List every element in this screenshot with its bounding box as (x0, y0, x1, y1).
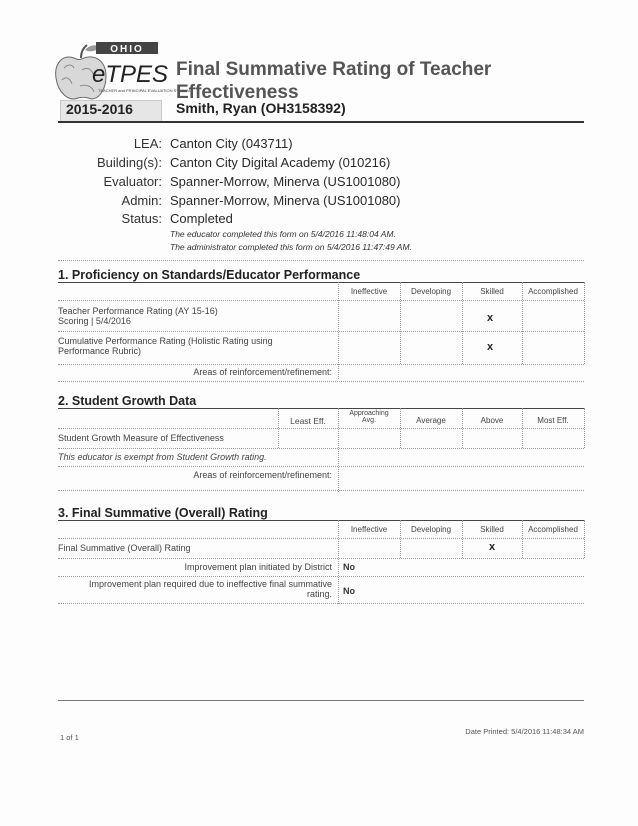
header-rule (58, 121, 584, 123)
logo-etpes-text: eTPES (92, 61, 169, 88)
s2-row-divider (58, 448, 584, 449)
s3-vline (400, 520, 401, 558)
title-line-1: Final Summative Rating of Teacher (176, 59, 492, 80)
s3-row-divider (58, 576, 584, 577)
teacher-name: Smith, Ryan (OH3158392) (176, 100, 346, 116)
s1-row1-line1: Teacher Performance Rating (AY 15-16) (58, 306, 218, 316)
s1-col-skilled: Skilled (480, 287, 504, 296)
s2-vline (338, 408, 339, 492)
s2-col-average: Average (416, 416, 446, 425)
plan-initiated-value: No (343, 562, 355, 572)
plan-required-value: No (343, 586, 355, 596)
s1-row1-skilled-mark: x (487, 312, 494, 324)
title-line-2: Effectiveness (176, 82, 299, 103)
s2-col-most: Most Eff. (537, 416, 569, 425)
s3-header-divider (58, 538, 584, 539)
s1-row2-line2: Performance Rubric) (58, 346, 142, 356)
s3-vline (522, 520, 523, 558)
s2-exempt-note: This educator is exempt from Student Growth rating. (58, 452, 267, 462)
plan-initiated-label: Improvement plan initiated by District (184, 562, 332, 572)
admin-completed-note: The administrator completed this form on 5/4/2016 11:47:49 AM. (170, 242, 412, 252)
evaluator-label: Evaluator: (103, 174, 162, 189)
evaluator-value: Spanner-Morrow, Minerva (US1001080) (170, 174, 401, 189)
s2-vline (584, 408, 585, 448)
s2-header-divider (58, 428, 584, 429)
s2-col-least: Least Eff. (290, 416, 326, 426)
s3-bottom-divider (58, 603, 584, 604)
s2-row-divider (58, 466, 584, 467)
logo-ohio-text: OHIO (110, 44, 144, 55)
section3-rule (58, 520, 584, 521)
s1-row-divider (58, 331, 584, 332)
section1-rule (58, 282, 584, 283)
s1-areas-label: Areas of reinforcement/refinement: (193, 367, 332, 377)
s2-areas-label: Areas of reinforcement/refinement: (193, 470, 332, 480)
s1-row1-line2: Scoring | 5/4/2016 (58, 316, 131, 326)
s1-col-developing: Developing (410, 287, 452, 296)
school-year: 2015-2016 (66, 101, 133, 117)
admin-label: Admin: (121, 193, 162, 208)
footer-rule (58, 700, 584, 701)
s1-vline (462, 282, 463, 364)
s2-col-approaching: Approaching Avg. (349, 410, 389, 424)
s1-header-divider (58, 300, 584, 301)
s2-row1-label: Student Growth Measure of Effectiveness (58, 433, 224, 443)
educator-completed-note: The educator completed this form on 5/4/2016 11:48:04 AM. (170, 229, 396, 239)
s1-row1-label (58, 306, 218, 326)
s3-row-divider (58, 558, 584, 559)
page-number: 1 of 1 (60, 733, 79, 742)
s1-row-divider (58, 364, 584, 365)
etpes-logo (52, 40, 191, 106)
lea-value: Canton City (043711) (170, 136, 293, 151)
section1-title: 1. Proficiency on Standards/Educator Performance (58, 268, 361, 282)
page-title (176, 58, 506, 104)
s3-row1-label: Final Summative (Overall) Rating (58, 543, 191, 553)
s1-row2-line1: Cumulative Performance Rating (Holistic Rating using (58, 336, 273, 346)
plan-required-line2: rating. (306, 589, 332, 599)
s3-vline (584, 520, 585, 558)
s1-vline (400, 282, 401, 364)
s3-col-skilled: Skilled (480, 525, 504, 534)
s3-col-ineffective: Ineffective (350, 525, 388, 534)
logo-sub-text: TEACHER and PRINCIPAL EVALUATION SYSTEM (98, 88, 191, 93)
section2-rule (58, 408, 584, 409)
building-value: Canton City Digital Academy (010216) (170, 155, 391, 170)
section2-title: 2. Student Growth Data (58, 394, 197, 408)
building-label: Building(s): (96, 155, 162, 170)
s1-vline (584, 282, 585, 364)
s1-row2-skilled-mark: x (487, 341, 494, 353)
s2-bottom-divider (58, 490, 584, 491)
s3-col-developing: Developing (410, 525, 452, 534)
info-divider (58, 260, 584, 261)
plan-required-line1: Improvement plan required due to ineffective final summative (89, 579, 332, 589)
admin-value: Spanner-Morrow, Minerva (US1001080) (170, 193, 401, 208)
s3-col-accomplished: Accomplished (528, 525, 578, 534)
s3-row1-skilled-mark: x (489, 541, 496, 553)
status-label: Status: (121, 211, 162, 226)
status-value: Completed (170, 211, 233, 226)
s1-vline (522, 282, 523, 364)
date-printed: Date Printed: 5/4/2016 11:48:34 AM (465, 727, 584, 736)
s3-vline (462, 520, 463, 558)
s3-vline (338, 520, 339, 604)
s1-row2-label (58, 336, 273, 356)
s1-col-accomplished: Accomplished (528, 287, 578, 296)
s1-bottom-divider (58, 381, 584, 382)
plan-required-label (58, 579, 332, 599)
lea-label: LEA: (133, 136, 162, 151)
s1-col-ineffective: Ineffective (350, 287, 388, 296)
s2-col-above: Above (480, 416, 504, 425)
section3-title: 3. Final Summative (Overall) Rating (58, 506, 268, 520)
